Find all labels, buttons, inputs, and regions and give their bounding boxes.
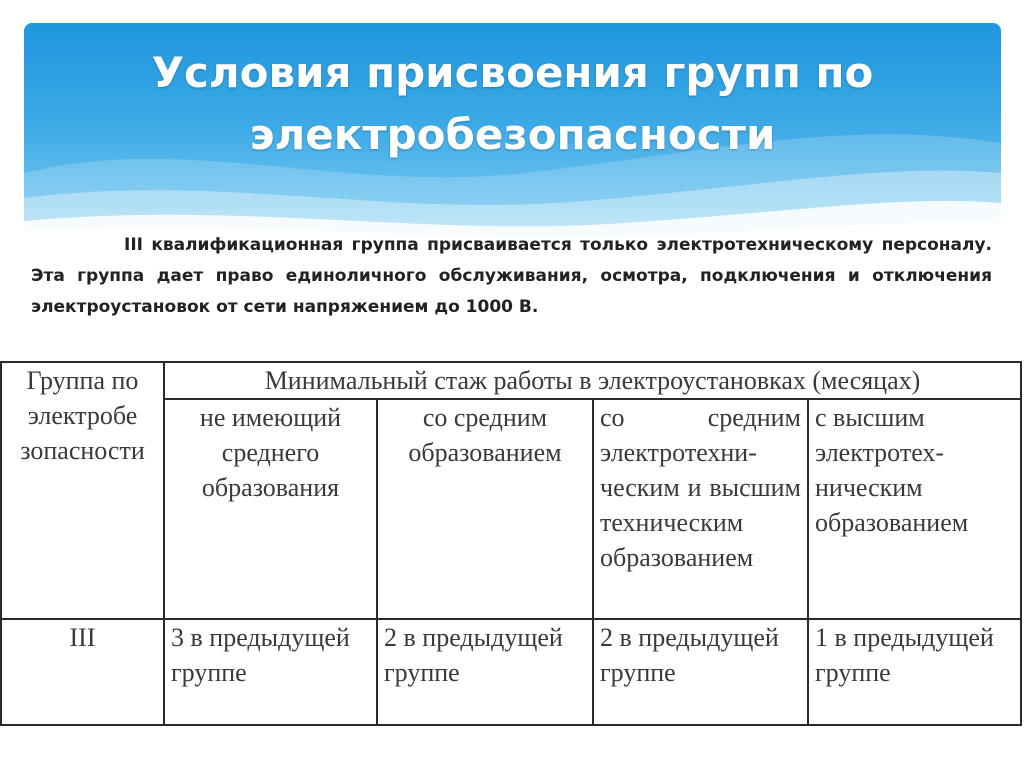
- electrical-safety-groups-table: [0, 361, 1022, 726]
- experience-header: Минимальный стаж работы в электроустановках (месяцах): [164, 362, 1021, 399]
- page-title: Условия присвоения групп по электробезопасности: [151, 48, 874, 159]
- experience-cell: 1 в предыдущей группе: [808, 619, 1021, 725]
- education-column-header: со средним электротехни-ческим и высшим техническим образованием: [593, 399, 808, 619]
- group-column-header: Группа по электробе зопасности: [1, 362, 164, 619]
- experience-cell: 3 в предыдущей группе: [164, 619, 377, 725]
- intro-paragraph: III квалификационная группа присваивается только электротехническому персоналу. Эта группа дает право единоличного обслуживания, осмотра, подключения и отключения электроустановок от сети напряжением до 1000 В.: [31, 235, 992, 317]
- education-column-header: не имеющий среднего образования: [164, 399, 377, 619]
- experience-cell: 2 в предыдущей группе: [593, 619, 808, 725]
- experience-cell: 2 в предыдущей группе: [377, 619, 593, 725]
- table-row: [1, 619, 1021, 725]
- education-column-header: со средним образованием: [377, 399, 593, 619]
- group-cell: III: [1, 619, 164, 725]
- education-column-header: с высшим электротех-ническим образованием: [808, 399, 1021, 619]
- table-header-row: [1, 362, 1021, 399]
